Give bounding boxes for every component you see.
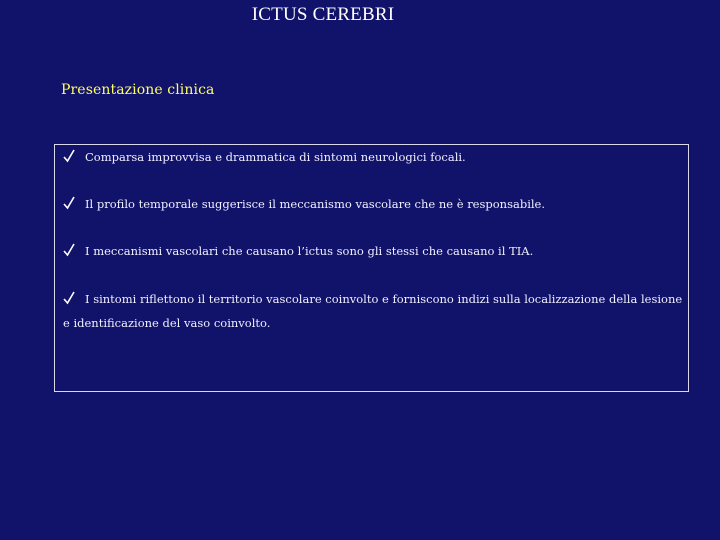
checkmark-icon (63, 148, 75, 164)
checkmark-icon (63, 290, 75, 306)
list-item (63, 239, 683, 263)
list-item (63, 287, 683, 335)
list-item-text: I meccanismi vascolari che causano l’ictus sono gli stessi che causano il TIA. (85, 244, 534, 258)
content-box (54, 144, 689, 392)
list-item-text: I sintomi riflettono il territorio vascolare coinvolto e forniscono indizi sulla localizzazione della lesione e identificazione del vaso coinvolto. (63, 292, 683, 330)
list-item (63, 192, 683, 216)
list-item-text: Comparsa improvvisa e drammatica di sintomi neurologici focali. (85, 150, 466, 164)
checkmark-icon (63, 242, 75, 258)
checkmark-icon (63, 195, 75, 211)
list-item-text: Il profilo temporale suggerisce il meccanismo vascolare che ne è responsabile. (85, 197, 546, 211)
slide-title: ICTUS CEREBRI (251, 4, 395, 25)
list-item (63, 145, 683, 169)
slide-subtitle: Presentazione clinica (61, 82, 215, 98)
